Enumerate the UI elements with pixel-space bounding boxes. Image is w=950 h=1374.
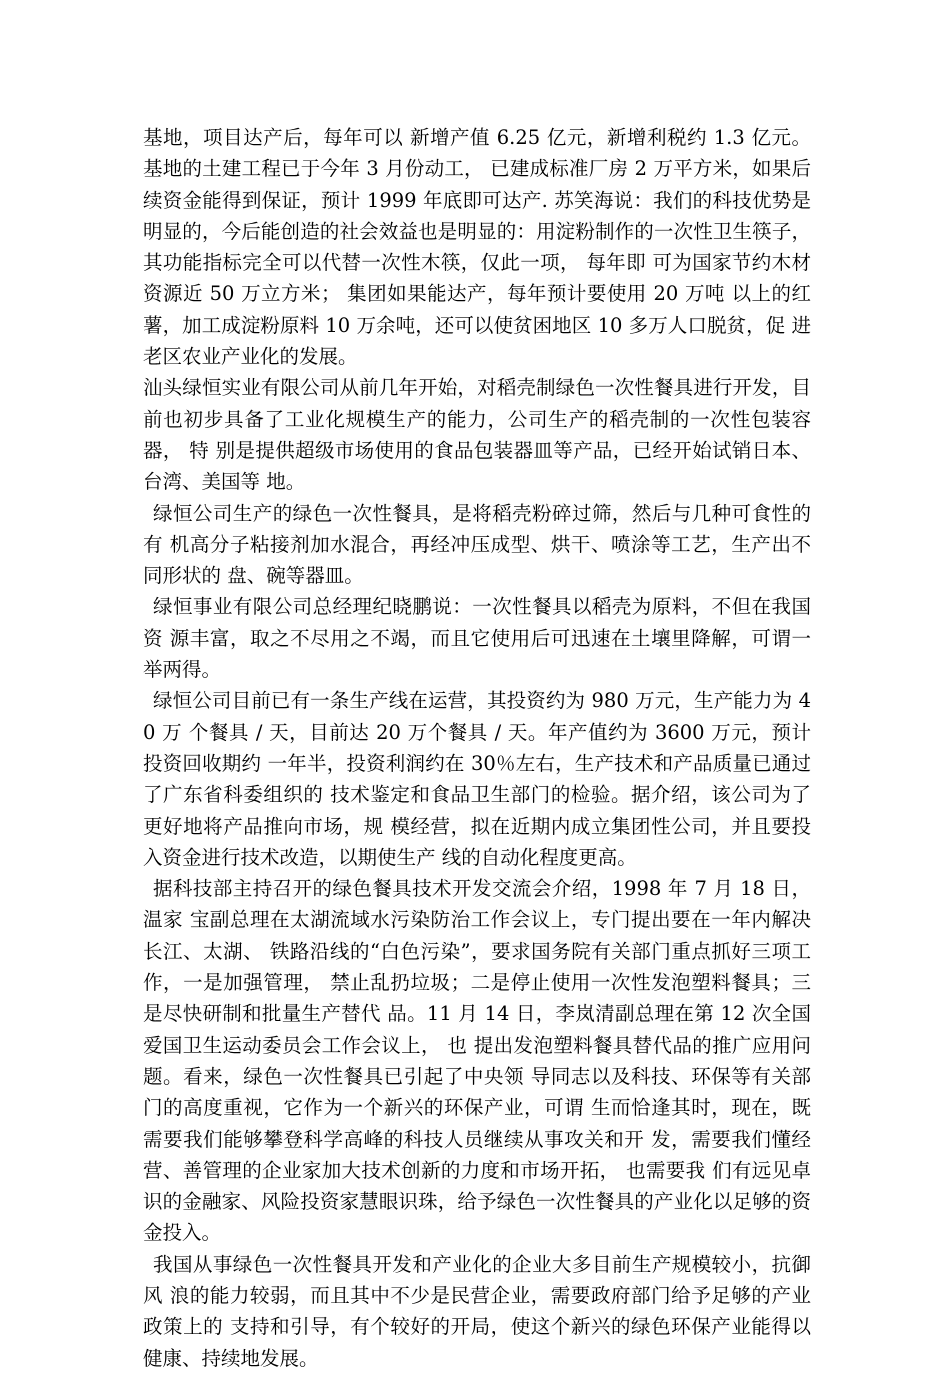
document-body xyxy=(143,122,811,1374)
paragraph-7: 我国从事绿色一次性餐具开发和产业化的企业大多目前生产规模较小，抗御风 浪的能力较弱，而且其中不少是民营企业，需要政府部门给予足够的产业政策上的 支持和引导，有个较好的开局，使这个新兴的绿色环保产业能得以健康、持续地发展。 xyxy=(143,1252,811,1370)
paragraph-5: 绿恒公司目前已有一条生产线在运营，其投资约为 980 万元，生产能力为 40 万 个餐具 / 天，目前达 20 万个餐具 / 天。年产值约为 3600 万元，预计投资回收期约 一年半，投资利润约在 30％左右，生产技术和产品质量已通过了广东省科委组织的 技术鉴定和食品卫生部门的检验。据介绍，该公司为了更好地将产品推向市场，规 模经营，拟在近期内成立集团性公司，并且要投入资金进行技术改造，以期使生产 线的自动化程度更高。 xyxy=(143,689,811,869)
paragraph-1: 基地，项目达产后，每年可以 新增产值 6.25 亿元，新增利税约 1.3 亿元。基地的土建工程已于今年 3 月份动工， 已建成标准厂房 2 万平方米，如果后续资金能得到保证，预计 1999 年底即可达产. 苏笑海说：我们的科技优势是明显的，今后能创造的社会效益也是明显的：用淀粉制作的一次性卫生筷子，其功能指标完全可以代替一次性木筷，仅此一项， 每年即 可为国家节约木材资源近 50 万立方米； 集团如果能达产，每年预计要使用 20 万吨 以上的红薯，加工成淀粉原料 10 万余吨，还可以使贫困地区 10 多万人口脱贫，促 进老区农业产业化的发展。 xyxy=(143,126,811,369)
paragraph-2: 汕头绿恒实业有限公司从前几年开始，对稻壳制绿色一次性餐具进行开发，目 前也初步具备了工业化规模生产的能力，公司生产的稻壳制的一次性包装容器， 特 别是提供超级市场使用的食品包装器皿等产品，已经开始试销日本、台湾、美国等 地。 xyxy=(143,376,811,494)
paragraph-6: 据科技部主持召开的绿色餐具技术开发交流会介绍，1998 年 7 月 18 日，温家 宝副总理在太湖流域水污染防治工作会议上，专门提出要在一年内解决长江、太湖、 铁路沿线的“白色污染”，要求国务院有关部门重点抓好三项工作，一是加强管理， 禁止乱扔垃圾；二是停止使用一次性发泡塑料餐具；三是尽快研制和批量生产替代 品。11 月 14 日，李岚清副总理在第 12 次全国爱国卫生运动委员会工作会议上， 也 提出发泡塑料餐具替代品的推广应用问题。看来，绿色一次性餐具已引起了中央领 导同志以及科技、环保等有关部门的高度重视，它作为一个新兴的环保产业，可谓 生而恰逢其时，现在，既需要我们能够攀登科学高峰的科技人员继续从事攻关和开 发，需要我们懂经营、善管理的企业家加大技术创新的力度和市场开拓， 也需要我 们有远见卓识的金融家、风险投资家慧眼识珠，给予绿色一次性餐具的产业化以足够的资金投入。 xyxy=(143,877,811,1245)
paragraph-4: 绿恒事业有限公司总经理纪晓鹏说：一次性餐具以稻壳为原料，不但在我国资 源丰富，取之不尽用之不竭，而且它使用后可迅速在土壤里降解，可谓一举两得。 xyxy=(143,595,811,682)
paragraph-3: 绿恒公司生产的绿色一次性餐具，是将稻壳粉碎过筛，然后与几种可食性的有 机高分子粘接剂加水混合，再经冲压成型、烘干、喷涂等工艺，生产出不同形状的 盘、碗等器皿。 xyxy=(143,501,811,588)
